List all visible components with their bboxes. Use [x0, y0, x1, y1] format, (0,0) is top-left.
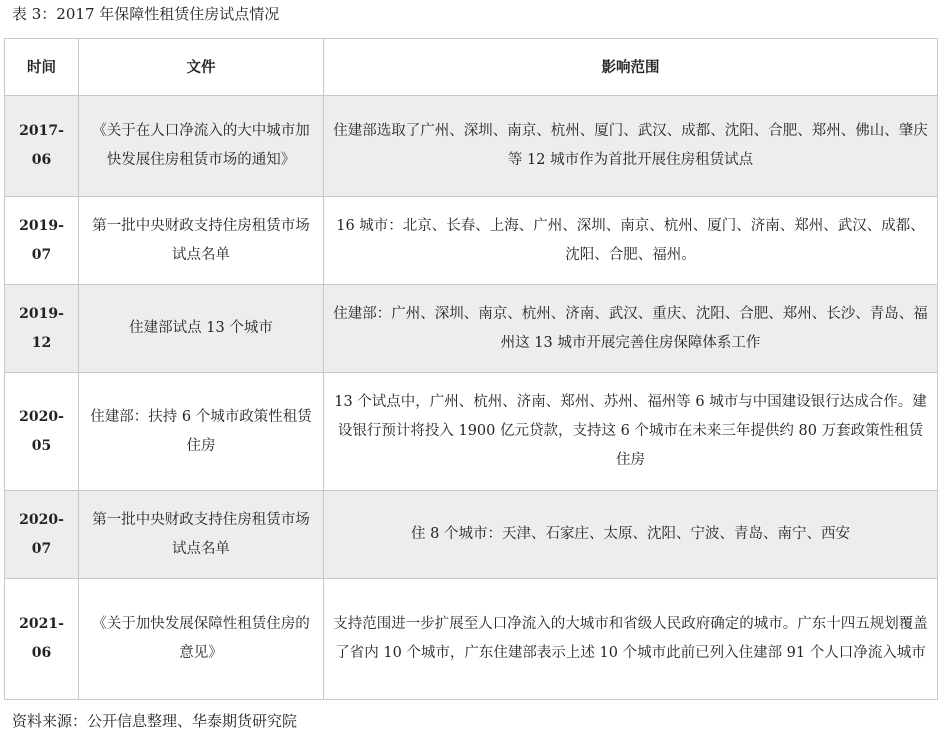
table-row: [5, 491, 938, 579]
row-document: 第一批中央财政支持住房租赁市场试点名单: [79, 197, 324, 285]
table-row: [5, 96, 938, 197]
row-document: 《关于加快发展保障性租赁住房的意见》: [79, 579, 324, 700]
row-date: 2020-05: [5, 373, 79, 491]
header-time: 时间: [5, 39, 79, 96]
row-date: 2020-07: [5, 491, 79, 579]
table-row: [5, 373, 938, 491]
table-row: [5, 197, 938, 285]
table-row: [5, 579, 938, 700]
row-date: 2019-12: [5, 285, 79, 373]
row-date: 2017-06: [5, 96, 79, 197]
row-scope: 16 城市：北京、长春、上海、广州、深圳、南京、杭州、厦门、济南、郑州、武汉、成都、沈阳、合肥、福州。: [324, 197, 938, 285]
header-scope: 影响范围: [324, 39, 938, 96]
row-document: 第一批中央财政支持住房租赁市场试点名单: [79, 491, 324, 579]
table-header-row: [5, 39, 938, 96]
row-document: 住建部：扶持 6 个城市政策性租赁住房: [79, 373, 324, 491]
row-document: 《关于在人口净流入的大中城市加快发展住房租赁市场的通知》: [79, 96, 324, 197]
row-date: 2019-07: [5, 197, 79, 285]
row-scope: 支持范围进一步扩展至人口净流入的大城市和省级人民政府确定的城市。广东十四五规划覆盖了省内 10 个城市，广东住建部表示上述 10 个城市此前已列入住建部 91 个人口净流入城市: [324, 579, 938, 700]
row-document: 住建部试点 13 个城市: [79, 285, 324, 373]
row-scope: 13 个试点中，广州、杭州、济南、郑州、苏州、福州等 6 城市与中国建设银行达成合作。建设银行预计将投入 1900 亿元贷款，支持这 6 个城市在未来三年提供约 80 万套政策性租赁住房: [324, 373, 938, 491]
pilot-table: [4, 38, 938, 700]
row-scope: 住建部：广州、深圳、南京、杭州、济南、武汉、重庆、沈阳、合肥、郑州、长沙、青岛、福州这 13 城市开展完善住房保障体系工作: [324, 285, 938, 373]
row-scope: 住 8 个城市：天津、石家庄、太原、沈阳、宁波、青岛、南宁、西安: [324, 491, 938, 579]
header-document: 文件: [79, 39, 324, 96]
table-row: [5, 285, 938, 373]
row-date: 2021-06: [5, 579, 79, 700]
table-caption: 表 3：2017 年保障性租赁住房试点情况: [12, 5, 280, 23]
source-note: 资料来源：公开信息整理、华泰期货研究院: [12, 712, 298, 730]
row-scope: 住建部选取了广州、深圳、南京、杭州、厦门、武汉、成都、沈阳、合肥、郑州、佛山、肇庆等 12 城市作为首批开展住房租赁试点: [324, 96, 938, 197]
